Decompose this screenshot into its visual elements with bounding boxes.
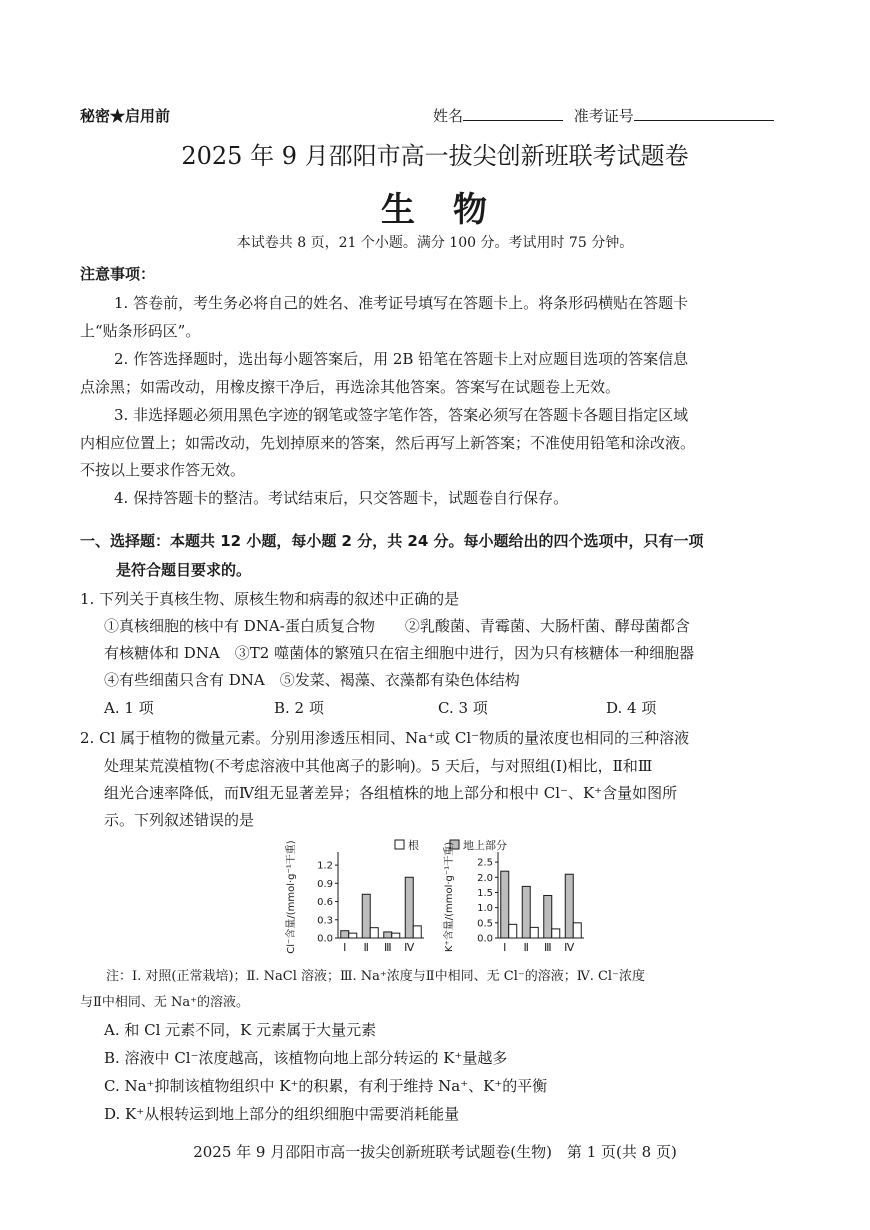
secret-label: 秘密★启用前 — [80, 107, 171, 125]
notice-heading: 注意事项： — [80, 265, 156, 283]
y-axis-label: K⁺含量/(mmol·g⁻¹干重) — [444, 841, 455, 953]
x-tick-label: Ⅱ — [523, 941, 529, 954]
legend-root-label: 根 — [408, 839, 419, 852]
page-footer: 2025 年 9 月邵阳市高一拔尖创新班联考试题卷(生物) 第 1 页(共 8 页) — [193, 1143, 677, 1161]
cl-content-chart — [284, 840, 424, 954]
bar-root — [349, 933, 357, 938]
bar-shoot — [501, 871, 509, 938]
x-tick-label: Ⅱ — [363, 941, 369, 954]
section-heading: 一、选择题：本题共 12 小题，每小题 2 分，共 24 分。每小题给出的四个选项中，只有一项 — [80, 532, 704, 550]
x-tick-label: Ⅲ — [543, 941, 552, 954]
q2-line: 组光合速率降低，而Ⅳ组无显著差异；各组植株的地上部分和根中 Cl⁻、K⁺含量如图所 — [104, 784, 678, 802]
bar-shoot — [362, 894, 370, 938]
y-tick-label: 0.3 — [317, 915, 333, 927]
bar-shoot — [341, 931, 349, 938]
legend-root-swatch — [395, 840, 404, 849]
name-blank — [463, 106, 563, 121]
bar-root — [392, 933, 400, 938]
name-label: 姓名 — [433, 107, 464, 125]
q1-line: ①真核细胞的核中有 DNA-蛋白质复合物 ②乳酸菌、青霉菌、大肠杆菌、酵母菌都含 — [104, 617, 690, 635]
notice-line: 内相应位置上；如需改动，先划掉原来的答案，然后再写上新答案；不准使用铅笔和涂改液。 — [80, 434, 696, 452]
bar-root — [413, 926, 421, 938]
y-tick-label: 0.5 — [477, 918, 493, 930]
x-tick-label: Ⅰ — [343, 941, 347, 954]
bar-root — [530, 927, 538, 938]
bar-shoot — [565, 874, 573, 938]
bar-root — [573, 923, 581, 938]
q1-option-b: B. 2 项 — [274, 699, 324, 717]
q1-option-d: D. 4 项 — [606, 699, 657, 717]
notice-line: 3. 非选择题必须用黑色字迹的钢笔或签字笔作答，答案必须写在答题卡各题目指定区域 — [114, 406, 689, 424]
y-tick-label: 0.0 — [317, 933, 333, 945]
q2-line: 示。下列叙述错误的是 — [104, 811, 255, 829]
q2-option-b: B. 溶液中 Cl⁻浓度越高，该植物向地上部分转运的 K⁺量越多 — [104, 1049, 508, 1067]
notice-line: 1. 答卷前，考生务必将自己的姓名、准考证号填写在答题卡上。将条形码横贴在答题卡 — [114, 294, 689, 312]
bar-shoot — [405, 877, 413, 938]
x-tick-label: Ⅳ — [404, 941, 415, 954]
notice-line: 2. 作答选择题时，选出每小题答案后，用 2B 铅笔在答题卡上对应题目选项的答案信息 — [114, 350, 689, 368]
y-tick-label: 0.9 — [317, 878, 333, 890]
y-axis-label: Cl⁻含量/(mmol·g⁻¹干重) — [286, 840, 297, 954]
bar-root — [509, 924, 517, 938]
k-content-chart — [442, 842, 584, 954]
subject-title: 生 物 — [381, 190, 489, 230]
q2-option-c: C. Na⁺抑制该植物组织中 K⁺的积累，有利于维持 Na⁺、K⁺的平衡 — [104, 1077, 548, 1095]
notice-line: 上“贴条形码区”。 — [80, 322, 201, 340]
bar-root — [552, 929, 560, 938]
legend-shoot-label: 地上部分 — [463, 839, 507, 852]
bar-shoot — [522, 886, 530, 938]
y-tick-label: 1.0 — [477, 903, 493, 915]
y-tick-label: 2.0 — [477, 872, 493, 884]
q1-line: 有核糖体和 DNA ③T2 噬菌体的繁殖只在宿主细胞中进行，因为只有核糖体一种细胞器 — [104, 644, 695, 662]
q1-option-a: A. 1 项 — [104, 699, 154, 717]
id-blank — [634, 106, 774, 121]
q1-stem: 1. 下列关于真核生物、原核生物和病毒的叙述中正确的是 — [80, 590, 460, 608]
q2-line: 处理某荒漠植物(不考虑溶液中其他离子的影响)。5 天后，与对照组(Ⅰ)相比，Ⅱ和Ⅲ — [104, 757, 653, 775]
notice-line: 4. 保持答题卡的整洁。考试结束后，只交答题卡，试题卷自行保存。 — [114, 489, 569, 507]
y-tick-label: 0.6 — [317, 897, 333, 909]
bar-root — [370, 928, 378, 938]
exam-summary: 本试卷共 8 页，21 个小题。满分 100 分。考试用时 75 分钟。 — [236, 235, 634, 251]
chart-note: 注：Ⅰ. 对照(正常栽培)；Ⅱ. NaCl 溶液；Ⅲ. Na⁺浓度与Ⅱ中相同、无 Cl⁻的溶液；Ⅳ. Cl⁻浓度 — [106, 969, 645, 984]
q2-option-a: A. 和 Cl 元素不同，K 元素属于大量元素 — [104, 1021, 377, 1039]
notice-line: 点涂黑；如需改动，用橡皮擦干净后，再选涂其他答案。答案写在试题卷上无效。 — [80, 378, 621, 396]
q2-stem: 2. Cl 属于植物的微量元素。分别用渗透压相同、Na⁺或 Cl⁻物质的量浓度也相同的三种溶液 — [80, 729, 690, 747]
q2-option-d: D. K⁺从根转运到地上部分的组织细胞中需要消耗能量 — [104, 1105, 460, 1123]
section-heading-cont: 是符合题目要求的。 — [116, 561, 252, 579]
x-tick-label: Ⅰ — [503, 941, 507, 954]
bar-shoot — [384, 932, 392, 938]
chart-note-cont: 与Ⅱ中相同、无 Na⁺的溶液。 — [80, 995, 249, 1010]
exam-title: 2025 年 9 月邵阳市高一拔尖创新班联考试题卷 — [181, 142, 689, 170]
q1-line: ④有些细菌只含有 DNA ⑤发菜、褐藻、衣藻都有染色体结构 — [104, 671, 520, 689]
bar-shoot — [544, 895, 552, 938]
q1-option-c: C. 3 项 — [438, 699, 488, 717]
y-tick-label: 1.5 — [477, 887, 493, 899]
id-label: 准考证号 — [573, 107, 634, 125]
ion-content-charts — [280, 834, 610, 964]
name-field — [433, 105, 774, 126]
x-tick-label: Ⅳ — [564, 941, 575, 954]
y-tick-label: 0.0 — [477, 933, 493, 945]
y-tick-label: 2.5 — [477, 857, 493, 869]
notice-line: 不按以上要求作答无效。 — [80, 461, 246, 479]
x-tick-label: Ⅲ — [383, 941, 392, 954]
y-tick-label: 1.2 — [317, 860, 333, 872]
